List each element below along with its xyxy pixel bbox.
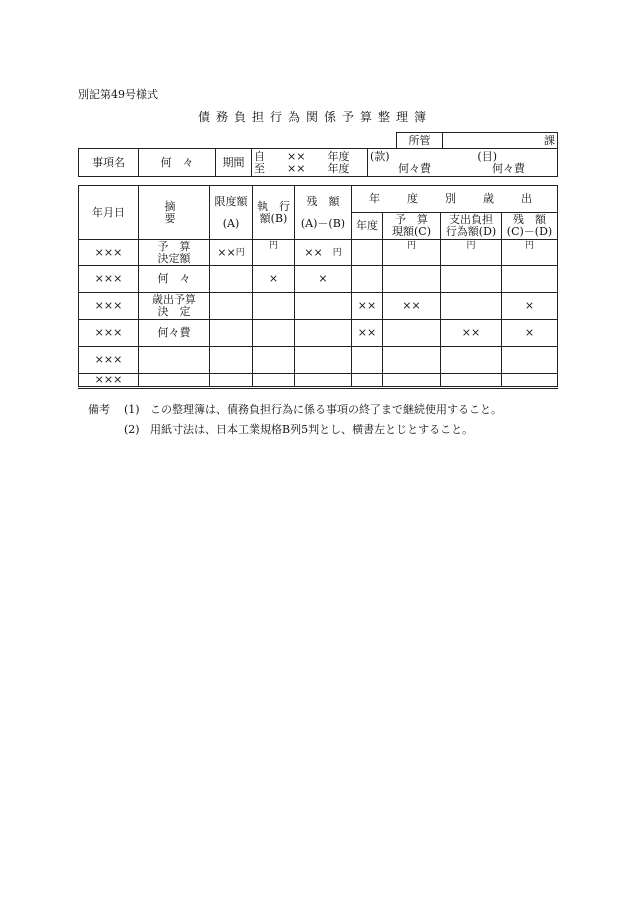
note-text: 用紙寸法は、日本工業規格B列5判とし、横書左とじとすること。 [150,423,474,436]
notes-label: 備考 [88,403,110,416]
cell-date: ××× [79,240,139,266]
cell-limit [210,320,253,347]
from-label: 自 [254,149,265,163]
item-value: 何 々 [139,149,216,177]
cell-debt [441,293,502,320]
notes-section [88,400,502,440]
sub-budget-sub: 現額(C) [392,225,431,238]
cell-exec [253,293,295,320]
kan-label: (款) [370,149,390,163]
cell-limit [210,293,253,320]
note-text: この整理簿は、債務負担行為に係る事項の終了まで継続使用すること。 [150,403,502,416]
yen-unit: 円 [406,241,416,251]
cell-date: ××× [79,266,139,293]
cell-date: ××× [79,374,139,388]
from-value: ×× 年度 [287,149,350,163]
cell-exec: × [253,266,295,293]
sub-remain-header: 残 額 [513,213,546,226]
cell-budget [383,266,441,293]
table-row [79,266,558,293]
cell-year [352,266,383,293]
cell-summary-2: 決定額 [157,251,191,265]
table-row [79,293,558,320]
cell-debt [441,374,502,388]
cell-remain [502,347,558,374]
col-balance-header: 残 額 [306,194,340,208]
cell-debt [441,347,502,374]
cell-remain: × [502,320,558,347]
sub-remain-sub: (C)－(D) [506,225,553,238]
cell-summary [139,374,210,388]
col-balance-sub: (A)－(B) [300,216,346,230]
cell-limit [210,347,253,374]
table-row [79,347,558,374]
cell-budget [383,347,441,374]
cell-limit [210,374,253,388]
cell-balance [295,374,352,388]
to-value: ×× 年度 [287,161,350,175]
cell-summary [139,347,210,374]
cell-year [352,240,383,266]
to-label: 至 [254,161,265,175]
sub-debt-sub: 行為額(D) [445,225,497,238]
shokan-table [396,132,558,149]
cell-debt: ×× [441,320,502,347]
cell-balance [295,347,352,374]
col-summary-header: 摘 要 [139,186,210,240]
col-limit-sub: (A) [222,216,240,230]
yen-unit: 円 [524,241,534,251]
period-label: 期間 [216,149,252,177]
cell-budget [383,374,441,388]
cell-summary: 歳出予算 [152,293,196,306]
cell-exec [253,347,295,374]
shokan-label: 所管 [397,133,443,149]
cell-date: ××× [79,320,139,347]
yen-unit: 円 [466,241,476,251]
yen-unit: 円 [268,241,278,251]
page-title: 債務負担行為関係予算整理簿 [197,110,432,124]
cell-exec [253,320,295,347]
item-label: 事項名 [79,149,139,177]
cell-date: ××× [79,347,139,374]
cell-balance: ×× [304,245,323,259]
table-row [79,320,558,347]
cell-budget: ×× [383,293,441,320]
table-row [79,240,558,266]
cell-date: ××× [79,293,139,320]
yen-unit: 円 [235,247,245,258]
cell-limit: ×× [217,245,236,259]
form-label: 別記第49号様式 [78,88,158,101]
shokan-suffix: 課 [443,133,558,149]
table-row [79,374,558,388]
cell-budget [383,320,441,347]
sub-debt-header: 支出負担 [449,213,493,226]
cell-remain [502,374,558,388]
moku-label: (目) [477,149,497,163]
cell-exec [253,374,295,388]
cell-remain: × [502,293,558,320]
sub-year-header: 年度 [352,213,383,240]
cell-balance: × [295,266,352,293]
cell-summary: 何々費 [139,320,210,347]
sub-budget-header: 予 算 [395,213,428,226]
yen-unit: 円 [332,247,342,258]
ledger-table [78,185,558,389]
col-date-header: 年月日 [79,186,139,240]
cell-year: ×× [352,320,383,347]
cell-balance [295,320,352,347]
col-exec-header: 執 行 [257,199,290,213]
cell-limit [210,266,253,293]
cell-year [352,347,383,374]
cell-summary: 予 算 [157,239,191,253]
cell-balance [295,293,352,320]
col-limit-header: 限度額 [214,194,248,208]
cell-remain [502,266,558,293]
cell-year: ×× [352,293,383,320]
cell-summary: 何 々 [139,266,210,293]
note-number: (2) [124,423,140,436]
col-exec-sub: 額(B) [259,211,288,225]
cell-year [352,374,383,388]
moku-value: 何々費 [492,161,525,175]
cell-debt [441,266,502,293]
note-number: (1) [124,403,140,416]
cell-summary-2: 決 定 [157,305,191,318]
kan-value: 何々費 [398,161,431,175]
yearly-expenditure-header: 年 度 別 歳 出 [352,186,558,213]
header-table [78,148,558,177]
